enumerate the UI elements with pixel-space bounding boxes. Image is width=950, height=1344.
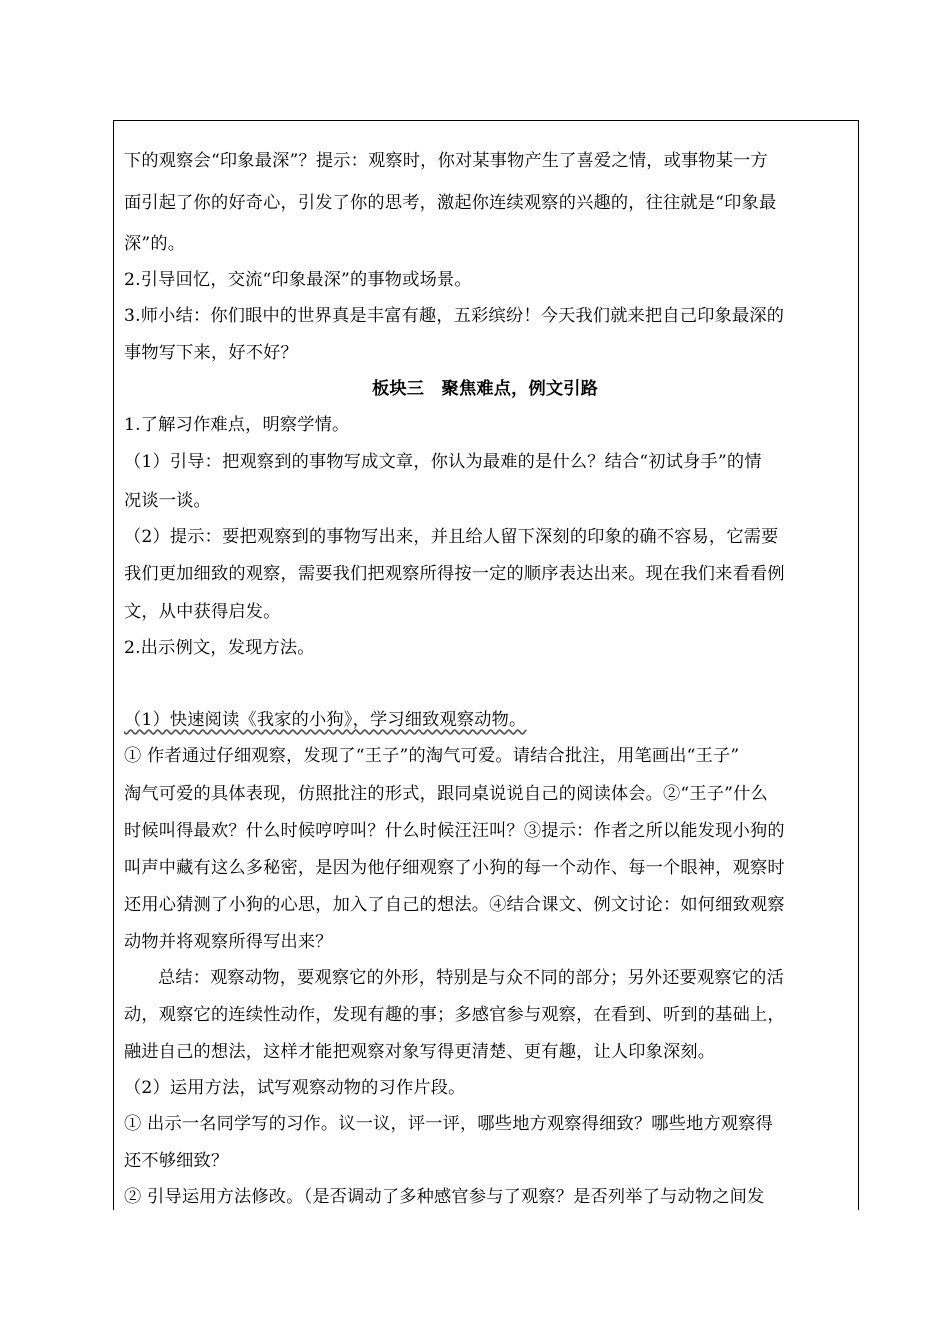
text-line: 深”的。 xyxy=(124,234,186,254)
summary-paragraph: 总结：观察动物，要观察它的外形，特别是与众不同的部分；另外还要观察它的活 xyxy=(158,968,784,988)
text-line: 2.出示例文，发现方法。 xyxy=(124,638,315,658)
text-line: 还用心猜测了小狗的心思，加入了自己的想法。④结合课文、例文讨论：如何细致观察 xyxy=(124,895,785,915)
text-line: 下的观察会“印象最深”？提示：观察时，你对某事物产生了喜爱之情，或事物某一方 xyxy=(124,151,768,171)
lesson-table-cell xyxy=(113,120,859,1210)
text-line: ② 引导运用方法修改。（是否调动了多种感官参与了观察？是否列举了与动物之间发 xyxy=(124,1187,765,1207)
text-line: 我们更加细致的观察，需要我们把观察所得按一定的顺序表达出来。现在我们来看看例 xyxy=(124,564,785,584)
text-line: 时候叫得最欢？什么时候哼哼叫？什么时候汪汪叫？③提示：作者之所以能发现小狗的 xyxy=(124,821,785,841)
text-line: 1.了解习作难点，明察学情。 xyxy=(124,415,350,435)
text-line: 融进自己的想法，这样才能把观察对象写得更清楚、更有趣，让人印象深刻。 xyxy=(124,1042,716,1062)
text-line: 淘气可爱的具体表现，仿照批注的形式，跟同桌说说自己的阅读体会。②“王子”什么 xyxy=(124,784,768,804)
text-line: 2.引导回忆，交流“印象最深”的事物或场景。 xyxy=(124,270,472,290)
text-line: 动，观察它的连续性动作，发现有趣的事；多感官参与观察，在看到、听到的基础上， xyxy=(124,1005,785,1025)
text-line: 面引起了你的好奇心，引发了你的思考，激起你连续观察的兴趣的，往往就是“印象最 xyxy=(124,193,777,213)
text-line: 3.师小结：你们眼中的世界真是丰富有趣，五彩缤纷！今天我们就来把自己印象最深的 xyxy=(124,306,785,326)
text-line: 事物写下来，好不好？ xyxy=(124,343,298,363)
text-line: 动物并将观察所得写出来？ xyxy=(124,932,333,952)
text-line: ① 作者通过仔细观察，发现了“王子”的淘气可爱。请结合批注，用笔画出“王子” xyxy=(124,746,740,766)
section-heading: 板块三 聚焦难点，例文引路 xyxy=(372,379,599,399)
text-line: 还不够细致？ xyxy=(124,1151,229,1171)
text-line: ① 出示一名同学写的习作。议一议，评一评，哪些地方观察得细致？哪些地方观察得 xyxy=(124,1114,774,1134)
text-line: （2）提示：要把观察到的事物写出来，并且给人留下深刻的印象的确不容易，它需要 xyxy=(124,527,779,547)
text-line: 文，从中获得启发。 xyxy=(124,602,281,622)
text-line: （2）运用方法，试写观察动物的习作片段。 xyxy=(124,1078,466,1098)
text-line: 况谈一谈。 xyxy=(124,491,211,511)
text-line: 叫声中藏有这么多秘密，是因为他仔细观察了小狗的每一个动作、每一个眼神，观察时 xyxy=(124,858,785,878)
text-line: （1）引导：把观察到的事物写成文章，你认为最难的是什么？结合“初试身手”的情 xyxy=(124,452,762,472)
text-line: （1）快速阅读《我家的小狗》，学习细致观察动物。 xyxy=(124,710,527,730)
